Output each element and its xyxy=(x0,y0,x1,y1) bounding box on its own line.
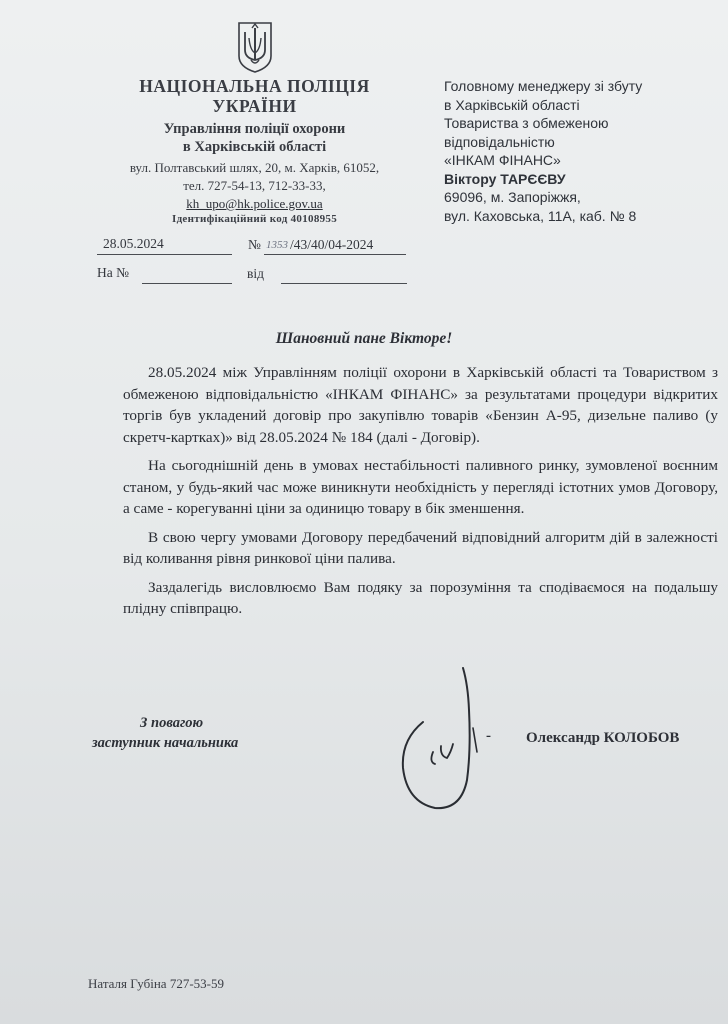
outgoing-number-label: № xyxy=(248,237,261,252)
trident-icon xyxy=(236,20,274,74)
body-paragraph: На сьогоднішній день в умовах нестабільності паливного ринку, зумовленої воєнним станом, у будь-який час може виникнути необхідність у перегляді істотних умов Договору, а саме - корегуванні ціни за одиницю товару в бік зменшення. xyxy=(123,457,718,517)
closing-regards: З повагою xyxy=(140,715,204,731)
letterhead xyxy=(92,76,417,226)
addressee-name: Віктору ТАРЄЄВУ xyxy=(444,170,566,187)
org-name-line1: НАЦІОНАЛЬНА ПОЛІЦІЯ xyxy=(139,76,370,96)
org-id-code: Ідентифікаційний код 40108955 xyxy=(171,213,338,225)
addressee-block xyxy=(444,77,724,225)
body-paragraph: 28.05.2024 між Управлінням поліції охорони в Харківській області та Товариством з обмеженою відповідальністю «ІНКАМ ФІНАНС» за результатами процедури відкритих торгів був укладений договір про закупівлю товарів «Бензин А-95, дизельне паливо (у скретч-картках)» від 28.05.2024 № 184 (далі - Договір). xyxy=(123,364,718,446)
addressee-city: 69096, м. Запоріжжя, xyxy=(444,189,581,205)
addressee-line3: Товариства з обмеженою xyxy=(444,115,609,131)
closing-block xyxy=(92,713,238,753)
department-line2: в Харківській області xyxy=(182,139,327,155)
addressee-street: вул. Каховська, 11А, каб. № 8 xyxy=(444,207,637,224)
department-line1: Управління поліції охорони xyxy=(163,121,346,137)
body-paragraph: Заздалегідь висловлюємо Вам подяку за порозуміння та сподіваємося на подальшу плідну співпрацю. xyxy=(123,578,718,617)
addressee-company: «ІНКАМ ФІНАНС» xyxy=(444,152,561,168)
salutation: Шановний пане Вікторе! xyxy=(275,330,453,347)
letter-body xyxy=(123,362,718,627)
org-email: kh_upo@hk.police.gov.ua xyxy=(186,196,323,211)
reply-from-label: від xyxy=(247,266,264,281)
reply-number-underline xyxy=(142,283,232,284)
outgoing-date: 28.05.2024 xyxy=(103,236,164,251)
number-underline xyxy=(264,254,406,255)
signature-dash: - xyxy=(486,728,491,744)
org-address: вул. Полтавський шлях, 20, м. Харків, 61052, xyxy=(129,160,380,175)
closing-position: заступник начальника xyxy=(92,735,239,751)
reply-to-label: На № xyxy=(97,265,129,280)
executor-contact: Наталя Губіна 727-53-59 xyxy=(88,976,224,991)
org-phones: тел. 727-54-13, 712-33-33, xyxy=(183,178,326,193)
outgoing-number-handwritten: 1353 xyxy=(266,239,288,251)
body-paragraph: В свою чергу умовами Договору передбачений відповідний алгоритм дій в залежності від коливання рівня ринкової ціни палива. xyxy=(123,528,718,567)
reply-date-underline xyxy=(281,283,407,284)
addressee-line4: відповідальністю xyxy=(444,133,555,150)
addressee-line2: в Харківській області xyxy=(444,96,580,113)
addressee-line1: Головному менеджеру зі збуту xyxy=(444,78,643,94)
signer-name: Олександр КОЛОБОВ xyxy=(526,730,680,746)
outgoing-number: /43/40/04-2024 xyxy=(290,237,374,252)
date-underline xyxy=(97,254,232,255)
org-name-line2: УКРАЇНИ xyxy=(212,96,297,116)
